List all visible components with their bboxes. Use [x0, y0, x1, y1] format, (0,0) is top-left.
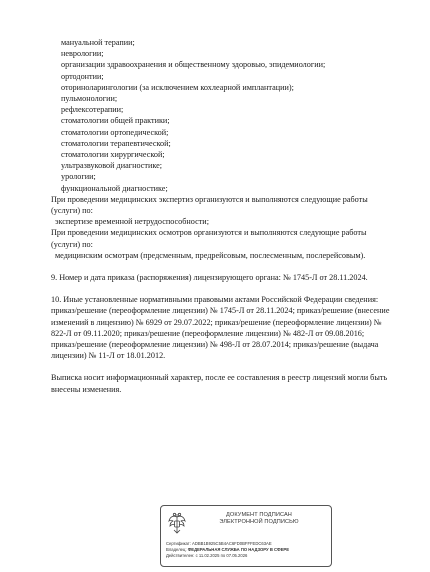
other-info-line: 10. Иные установленные нормативными правовыми актами Российской Федерации сведения: — [51, 295, 379, 305]
order-number-section: 9. Номер и дата приказа (распоряжения) лицензирующего органа: № 1745-Л от 28.11.2024. — [51, 273, 368, 283]
examinations-intro-cont: (услуги) по: — [51, 239, 93, 249]
list-item: ультразвуковой диагностике; — [61, 161, 163, 171]
list-item: стоматологии общей практики; — [61, 116, 170, 126]
validity-label: Действителен: — [166, 553, 195, 558]
list-item: стоматологии ортопедической; — [61, 127, 169, 137]
examinations-item: медицинским осмотрам (предсменным, предрейсовым, послесменным, послерейсовым). — [55, 250, 366, 260]
examinations-section — [51, 227, 401, 261]
specialty-list — [51, 37, 401, 194]
coat-of-arms-icon — [166, 511, 188, 537]
stamp-title-line: ЭЛЕКТРОННОЙ ПОДПИСЬЮ — [219, 519, 299, 525]
notice-section — [51, 372, 401, 394]
expertise-item: экспертизе временной нетрудоспособности; — [55, 217, 209, 227]
validity-value: с 11.02.2025 по 07.05.2026 — [195, 553, 248, 558]
certificate-value: ADBB1B925C5B4AC6FD0BFFFEDC63AE — [192, 541, 272, 546]
expertise-section — [51, 194, 401, 228]
list-item: оториноларингологии (за исключением кохлеарной имплантации); — [61, 82, 294, 92]
owner-label: Владелец: — [166, 547, 187, 552]
list-item: пульмонологии; — [61, 94, 118, 104]
notice-line: Выписка носит информационный характер, после ее составления в реестр лицензий могли быть — [51, 373, 388, 383]
list-item: стоматологии терапевтической; — [61, 138, 171, 148]
expertise-intro-cont: (услуги) по: — [51, 206, 93, 216]
other-info-line: 822-Л от 09.11.2020; приказ/решение (переоформление лицензии) № 482-Л от 09.08.2016; — [51, 328, 365, 338]
expertise-intro: При проведении медицинских экспертиз организуются и выполняются следующие работы — [51, 194, 368, 204]
list-item: мануальной терапии; — [61, 38, 135, 47]
document-body — [51, 37, 401, 395]
stamp-title-line: ДОКУМЕНТ ПОДПИСАН — [226, 512, 292, 518]
stamp-validity-row — [166, 553, 329, 559]
owner-value: ФЕДЕРАЛЬНАЯ СЛУЖБА ПО НАДЗОРУ В СФЕРЕ — [187, 547, 289, 552]
stamp-details — [166, 541, 329, 559]
electronic-signature-stamp — [160, 505, 332, 567]
other-info-line: приказ/решение (переоформление лицензии) № 1745-Л от 28.11.2024; приказ/решение (внесение — [51, 306, 390, 316]
list-item: стоматологии хирургической; — [61, 150, 165, 160]
list-item: рефлексотерапии; — [61, 105, 124, 115]
list-item: урологии; — [61, 172, 96, 182]
other-info-line: изменений в лицензию) № 6929 от 29.07.2022; приказ/решение (переоформление лицензии) № — [51, 317, 382, 327]
list-item: ортодонтии; — [61, 71, 104, 81]
stamp-title — [191, 512, 327, 526]
other-info-section — [51, 294, 401, 361]
certificate-label: Сертификат: — [166, 541, 191, 546]
list-item: организации здравоохранения и общественному здоровью, эпидемиологии; — [61, 60, 326, 70]
examinations-intro: При проведении медицинских осмотров организуются и выполняются следующие работы — [51, 228, 367, 238]
other-info-line: лицензии) № 11-Л от 18.01.2012. — [51, 351, 166, 361]
notice-line: внесены изменения. — [51, 384, 122, 394]
other-info-line: приказ/решение (переоформление лицензии) № 498-Л от 28.07.2014; приказ/решение (выдача — [51, 340, 379, 350]
list-item: неврологии; — [61, 49, 104, 59]
list-item: функциональной диагностике; — [61, 183, 168, 193]
